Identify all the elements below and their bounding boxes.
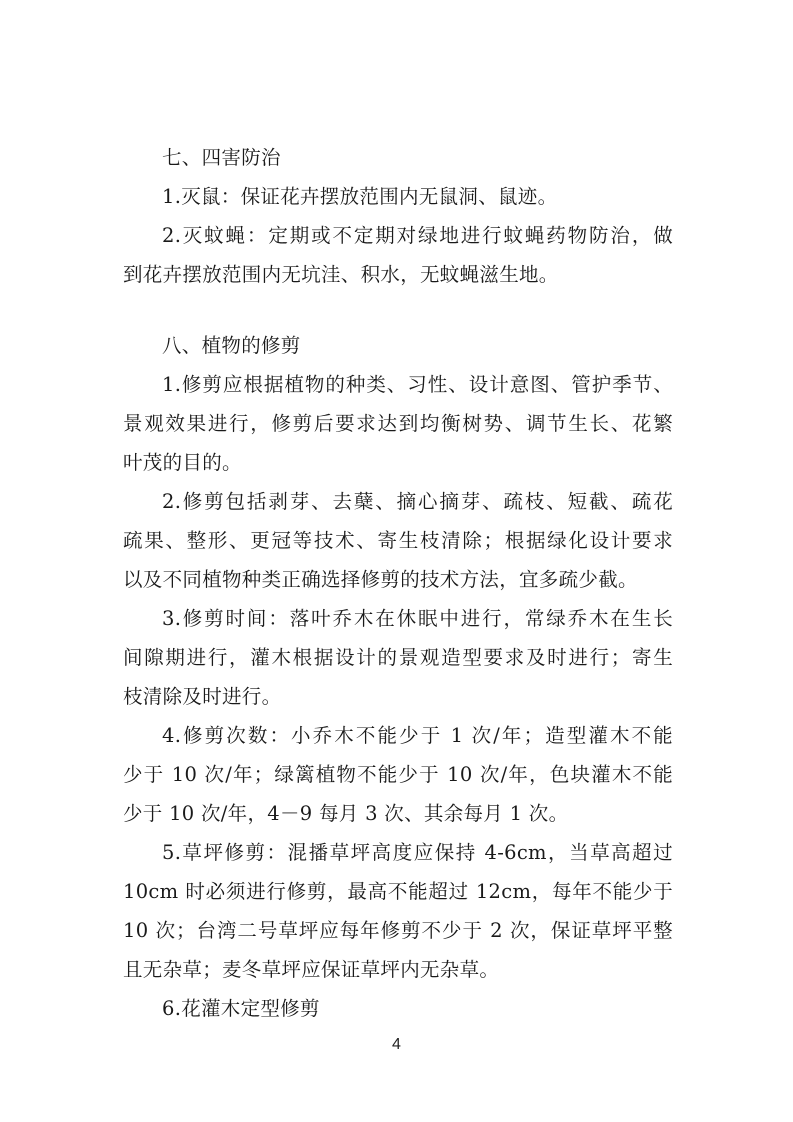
section-8-item-5-line-1: 5.草坪修剪：混播草坪高度应保持 4-6cm，当草高超过 [162, 841, 673, 864]
page-number: 4 [392, 1036, 401, 1053]
section-8-item-2-line-1: 2.修剪包括剥芽、去蘖、摘心摘芽、疏枝、短截、疏花 [162, 490, 673, 513]
section-8-item-5-line-3: 10 次；台湾二号草坪应每年修剪不少于 2 次，保证草坪平整 [123, 919, 673, 942]
section-8-item-2-line-3: 以及不同植物种类正确选择修剪的技术方法，宜多疏少截。 [123, 568, 638, 591]
section-8-item-2-line-2: 疏果、整形、更冠等技术、寄生枝清除；根据绿化设计要求 [123, 529, 673, 552]
section-7-item-2-line-2: 到花卉摆放范围内无坑洼、积水，无蚊蝇滋生地。 [123, 263, 559, 286]
section-8-item-4-line-2: 少于 10 次/年；绿篱植物不能少于 10 次/年，色块灌木不能 [123, 763, 673, 786]
section-7-item-1: 1.灭鼠：保证花卉摆放范围内无鼠洞、鼠迹。 [162, 185, 558, 208]
section-8-item-1-line-1: 1.修剪应根据植物的种类、习性、设计意图、管护季节、 [162, 373, 673, 396]
section-8-item-3-line-2: 间隙期进行，灌木根据设计的景观造型要求及时进行；寄生 [123, 646, 673, 669]
section-8-item-5-line-4: 且无杂草；麦冬草坪应保证草坪内无杂草。 [123, 958, 500, 981]
section-8-item-3-line-3: 枝清除及时进行。 [123, 685, 282, 708]
section-8-heading: 八、植物的修剪 [162, 334, 301, 357]
section-8-item-4-line-1: 4.修剪次数：小乔木不能少于 1 次/年；造型灌木不能 [162, 724, 673, 747]
section-7-heading: 七、四害防治 [162, 146, 281, 169]
section-7-item-2-line-1: 2.灭蚊蝇：定期或不定期对绿地进行蚊蝇药物防治，做 [162, 224, 673, 247]
section-8-item-4-line-3: 少于 10 次/年，4－9 每月 3 次、其余每月 1 次。 [123, 802, 569, 825]
section-8-item-1-line-2: 景观效果进行，修剪后要求达到均衡树势、调节生长、花繁 [123, 412, 673, 435]
section-8-item-1-line-3: 叶茂的目的。 [123, 451, 242, 474]
section-8-item-3-line-1: 3.修剪时间：落叶乔木在休眠中进行，常绿乔木在生长 [162, 607, 673, 630]
section-8-item-6: 6.花灌木定型修剪 [162, 997, 320, 1020]
section-8-item-5-line-2: 10cm 时必须进行修剪，最高不能超过 12cm，每年不能少于 [123, 880, 673, 903]
